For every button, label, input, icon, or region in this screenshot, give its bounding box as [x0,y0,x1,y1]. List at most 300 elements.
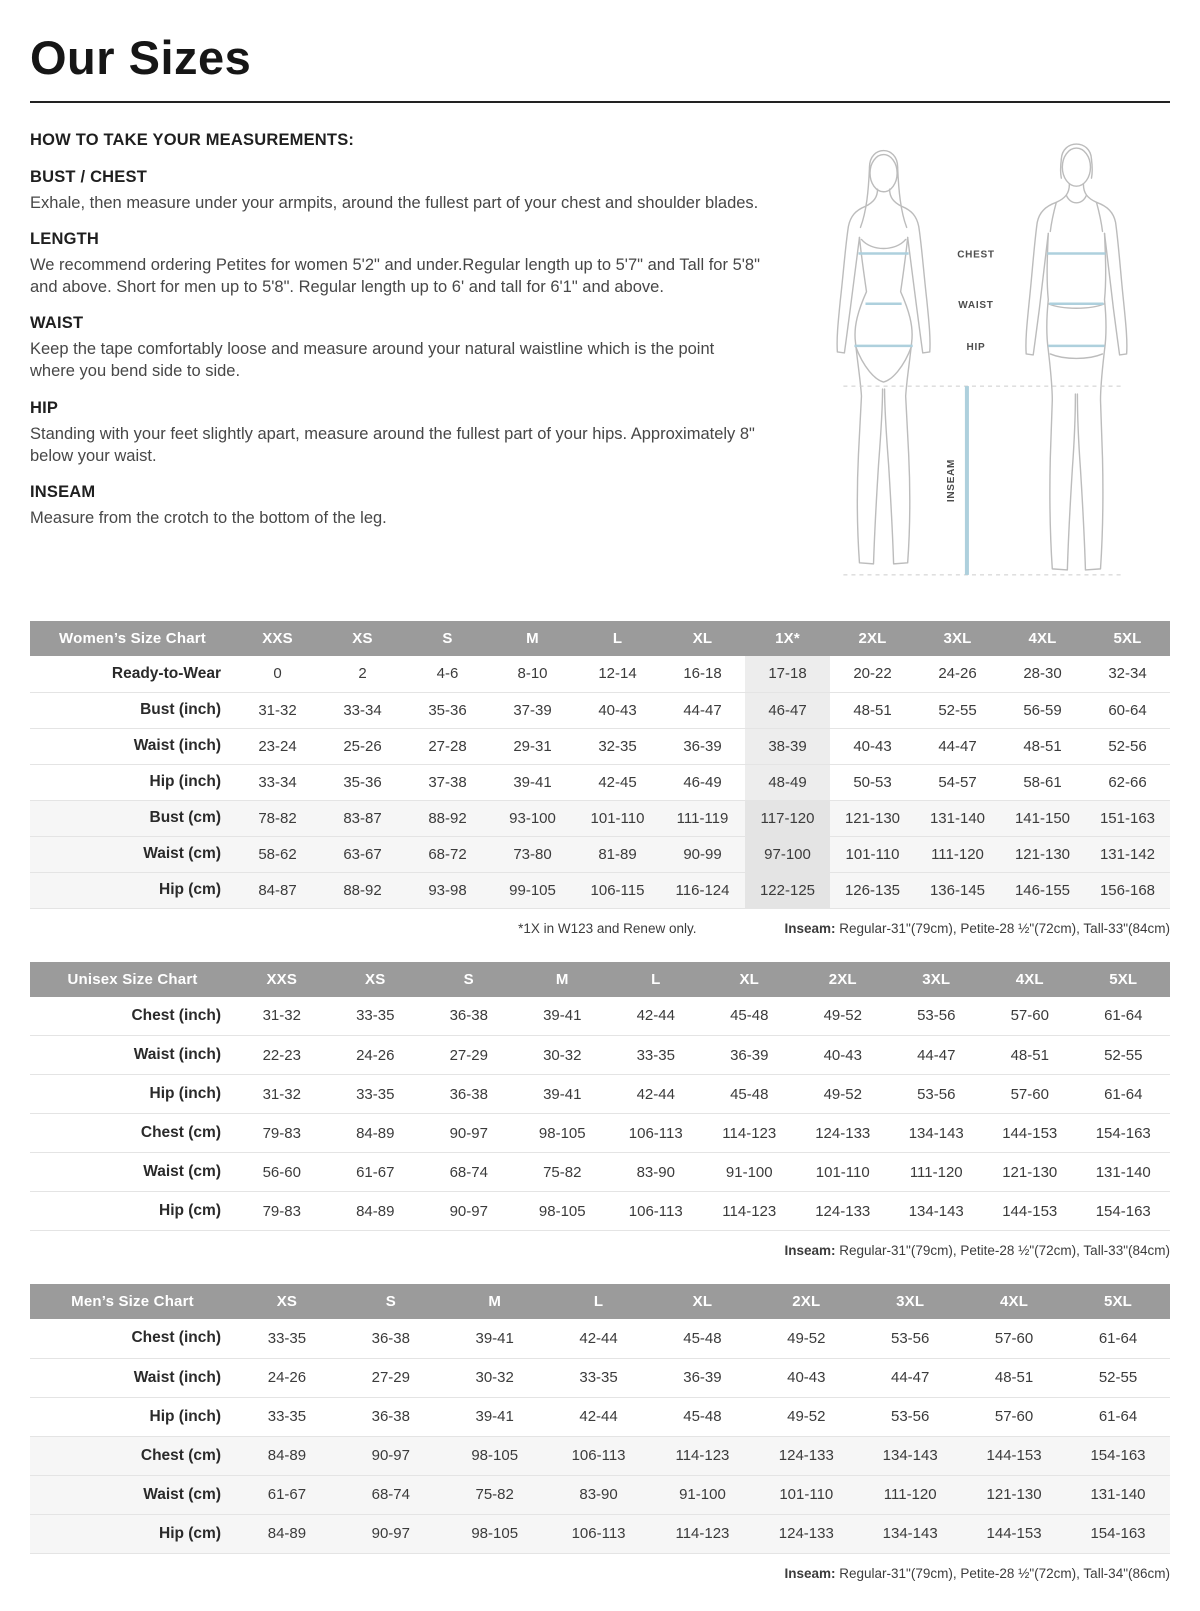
size-value-cell: 30-32 [516,1036,610,1075]
size-column-header: 5XL [1066,1284,1170,1319]
table-row [30,1436,1170,1475]
size-column-header: XXS [235,962,329,997]
size-value-cell: 111-120 [858,1475,962,1514]
size-value-cell: 126-135 [830,872,915,908]
size-column-header: S [339,1284,443,1319]
size-value-cell: 68-72 [405,836,490,872]
row-label: Hip (inch) [30,1075,235,1114]
inseam-note-label: Inseam: [784,920,836,936]
size-column-header: XS [320,621,405,656]
size-value-cell: 106-113 [609,1192,703,1231]
table-title: Women’s Size Chart [30,621,235,656]
size-value-cell: 27-28 [405,728,490,764]
size-value-cell: 49-52 [796,997,890,1036]
size-value-cell: 50-53 [830,764,915,800]
size-value-cell: 84-87 [235,872,320,908]
size-value-cell: 25-26 [320,728,405,764]
table-row [30,1475,1170,1514]
size-value-cell: 62-66 [1085,764,1170,800]
size-value-cell: 144-153 [962,1436,1066,1475]
instruction-title: WAIST [30,314,84,333]
size-value-cell: 154-163 [1066,1436,1170,1475]
size-value-cell: 81-89 [575,836,660,872]
table-row [30,764,1170,800]
size-value-cell: 106-113 [547,1514,651,1553]
size-value-cell: 44-47 [660,692,745,728]
unisex-chart-footnotes [30,1243,1170,1258]
size-value-cell: 44-47 [890,1036,984,1075]
size-value-cell: 83-90 [609,1153,703,1192]
size-value-cell: 33-35 [235,1397,339,1436]
size-value-cell: 84-89 [329,1114,423,1153]
table-row [30,1358,1170,1397]
mens-size-chart-table [30,1284,1170,1554]
size-value-cell: 101-110 [575,800,660,836]
table-header-row [30,1284,1170,1319]
size-column-header: 4XL [962,1284,1066,1319]
footnote-inseam-note [784,1566,1170,1581]
size-column-header: XXS [235,621,320,656]
size-value-cell: 90-97 [339,1514,443,1553]
size-value-cell: 40-43 [754,1358,858,1397]
size-value-cell: 75-82 [443,1475,547,1514]
size-value-cell: 57-60 [962,1319,1066,1358]
size-value-cell: 33-34 [235,764,320,800]
size-column-header: M [490,621,575,656]
size-value-cell: 57-60 [983,1075,1077,1114]
size-value-cell: 68-74 [422,1153,516,1192]
row-label: Hip (cm) [30,1192,235,1231]
size-value-cell: 45-48 [703,1075,797,1114]
size-value-cell: 37-39 [490,692,575,728]
size-value-cell: 61-64 [1066,1319,1170,1358]
size-value-cell: 134-143 [890,1114,984,1153]
size-value-cell: 49-52 [754,1319,858,1358]
size-value-cell: 111-119 [660,800,745,836]
table-row [30,1397,1170,1436]
size-value-cell: 36-38 [422,1075,516,1114]
instruction-body: Keep the tape comfortably loose and measure around your natural waistline which is the point where you bend side to side. [30,340,715,381]
row-label: Waist (cm) [30,1153,235,1192]
size-value-cell: 131-140 [1066,1475,1170,1514]
size-value-cell: 90-99 [660,836,745,872]
size-value-cell: 42-44 [609,997,703,1036]
size-value-cell: 45-48 [651,1319,755,1358]
size-column-header: L [575,621,660,656]
body-figures-illustration [798,133,1170,595]
size-value-cell: 53-56 [890,997,984,1036]
table-row [30,1075,1170,1114]
size-value-cell: 4-6 [405,656,490,692]
size-value-cell: 98-105 [443,1436,547,1475]
instruction-inseam [30,483,760,529]
size-value-cell: 48-51 [1000,728,1085,764]
size-value-cell: 12-14 [575,656,660,692]
size-value-cell: 61-64 [1077,1075,1171,1114]
size-value-cell: 63-67 [320,836,405,872]
footnote-inseam-note [784,921,1170,936]
size-value-cell: 33-35 [609,1036,703,1075]
woman-figure-outline [837,151,930,564]
size-column-header: S [422,962,516,997]
instruction-bust-chest [30,168,760,214]
size-value-cell: 61-67 [235,1475,339,1514]
size-value-cell: 111-120 [890,1153,984,1192]
size-value-cell: 30-32 [443,1358,547,1397]
size-value-cell: 48-51 [962,1358,1066,1397]
womens-size-chart-table [30,621,1170,909]
size-value-cell: 46-47 [745,692,830,728]
size-value-cell: 144-153 [983,1114,1077,1153]
size-value-cell: 84-89 [235,1514,339,1553]
size-value-cell: 99-105 [490,872,575,908]
size-value-cell: 124-133 [754,1514,858,1553]
size-value-cell: 151-163 [1085,800,1170,836]
size-value-cell: 49-52 [754,1397,858,1436]
size-value-cell: 79-83 [235,1192,329,1231]
size-value-cell: 31-32 [235,692,320,728]
size-value-cell: 78-82 [235,800,320,836]
size-column-header: 1X* [745,621,830,656]
instruction-body: Measure from the crotch to the bottom of the leg. [30,508,387,527]
size-value-cell: 114-123 [651,1436,755,1475]
size-value-cell: 97-100 [745,836,830,872]
size-value-cell: 39-41 [443,1397,547,1436]
row-label: Chest (cm) [30,1436,235,1475]
table-title: Unisex Size Chart [30,962,235,997]
size-value-cell: 23-24 [235,728,320,764]
size-value-cell: 58-62 [235,836,320,872]
size-column-header: 2XL [754,1284,858,1319]
footnote-1x-note: *1X in W123 and Renew only. [518,920,697,936]
row-label: Chest (inch) [30,997,235,1036]
size-value-cell: 48-51 [983,1036,1077,1075]
inseam-line-label: INSEAM [945,458,957,503]
size-value-cell: 114-123 [651,1514,755,1553]
instruction-body: We recommend ordering Petites for women 5'2" and under.Regular length up to 5'7" and Tall for 5'8" and above. Short for men up to 5'8". Regular length up to 6' and tall for 6'1" and above. [30,256,760,297]
mens-chart-footnotes [30,1566,1170,1581]
size-value-cell: 39-41 [516,1075,610,1114]
size-value-cell: 0 [235,656,320,692]
size-value-cell: 124-133 [754,1436,858,1475]
size-column-header: 5XL [1085,621,1170,656]
size-value-cell: 101-110 [830,836,915,872]
inseam-note-label: Inseam: [784,1565,836,1581]
size-value-cell: 134-143 [858,1436,962,1475]
size-value-cell: 134-143 [890,1192,984,1231]
inseam-note-label: Inseam: [784,1243,836,1258]
instructions-heading: HOW TO TAKE YOUR MEASUREMENTS: [30,131,355,149]
table-row [30,692,1170,728]
size-value-cell: 31-32 [235,997,329,1036]
instruction-body: Exhale, then measure under your armpits, around the fullest part of your chest and shoulder blades. [30,194,759,212]
size-column-header: XL [651,1284,755,1319]
size-value-cell: 121-130 [830,800,915,836]
size-value-cell: 24-26 [329,1036,423,1075]
size-value-cell: 2 [320,656,405,692]
instruction-title: LENGTH [30,230,100,249]
size-column-header: 2XL [830,621,915,656]
size-value-cell: 31-32 [235,1075,329,1114]
row-label: Ready-to-Wear [30,656,235,692]
size-column-header: 5XL [1077,962,1171,997]
size-value-cell: 88-92 [320,872,405,908]
row-label: Waist (cm) [30,836,235,872]
size-value-cell: 35-36 [405,692,490,728]
size-column-header: 4XL [983,962,1077,997]
table-row [30,1153,1170,1192]
size-value-cell: 36-38 [339,1319,443,1358]
table-row [30,1036,1170,1075]
size-column-header: 2XL [796,962,890,997]
size-value-cell: 154-163 [1066,1514,1170,1553]
size-value-cell: 106-113 [609,1114,703,1153]
size-value-cell: 52-55 [915,692,1000,728]
table-row [30,836,1170,872]
size-value-cell: 53-56 [858,1397,962,1436]
size-value-cell: 61-64 [1077,997,1171,1036]
size-value-cell: 91-100 [703,1153,797,1192]
size-value-cell: 40-43 [575,692,660,728]
size-value-cell: 36-38 [422,997,516,1036]
row-label: Hip (cm) [30,872,235,908]
size-value-cell: 60-64 [1085,692,1170,728]
size-column-header: 3XL [890,962,984,997]
size-value-cell: 98-105 [516,1114,610,1153]
size-value-cell: 111-120 [915,836,1000,872]
size-column-header: 3XL [915,621,1000,656]
unisex-size-chart-table [30,962,1170,1232]
size-value-cell: 131-140 [915,800,1000,836]
size-value-cell: 68-74 [339,1475,443,1514]
size-value-cell: 36-39 [703,1036,797,1075]
size-value-cell: 131-142 [1085,836,1170,872]
size-value-cell: 40-43 [796,1036,890,1075]
size-value-cell: 117-120 [745,800,830,836]
size-value-cell: 40-43 [830,728,915,764]
row-label: Waist (inch) [30,1036,235,1075]
size-value-cell: 101-110 [754,1475,858,1514]
size-column-header: 4XL [1000,621,1085,656]
row-label: Hip (inch) [30,1397,235,1436]
instruction-title: HIP [30,398,59,417]
size-value-cell: 33-34 [320,692,405,728]
size-value-cell: 144-153 [983,1192,1077,1231]
size-value-cell: 56-59 [1000,692,1085,728]
table-row [30,997,1170,1036]
size-value-cell: 38-39 [745,728,830,764]
table-row [30,1114,1170,1153]
size-value-cell: 46-49 [660,764,745,800]
size-column-header: XL [703,962,797,997]
instruction-body: Standing with your feet slightly apart, measure around the fullest part of your hips. Approximately 8" below your waist. [30,424,755,465]
hip-line-label: HIP [966,341,986,353]
table-title: Men’s Size Chart [30,1284,235,1319]
size-value-cell: 27-29 [422,1036,516,1075]
measurement-instructions [30,131,770,595]
size-column-header: XS [329,962,423,997]
size-value-cell: 33-35 [329,997,423,1036]
size-value-cell: 56-60 [235,1153,329,1192]
size-value-cell: 61-67 [329,1153,423,1192]
size-value-cell: 44-47 [915,728,1000,764]
size-value-cell: 122-125 [745,872,830,908]
size-value-cell: 156-168 [1085,872,1170,908]
table-header-row [30,621,1170,656]
size-value-cell: 98-105 [443,1514,547,1553]
size-value-cell: 90-97 [422,1192,516,1231]
size-value-cell: 29-31 [490,728,575,764]
size-value-cell: 53-56 [858,1319,962,1358]
inseam-note-text: Regular-31"(79cm), Petite-28 ½"(72cm), Tall-33"(84cm) [835,1243,1170,1258]
size-value-cell: 116-124 [660,872,745,908]
size-value-cell: 28-30 [1000,656,1085,692]
inseam-note-text: Regular-31"(79cm), Petite-28 ½"(72cm), Tall-33"(84cm) [835,920,1170,936]
size-value-cell: 49-52 [796,1075,890,1114]
row-label: Waist (inch) [30,728,235,764]
size-value-cell: 79-83 [235,1114,329,1153]
size-value-cell: 83-90 [547,1475,651,1514]
table-row [30,728,1170,764]
size-value-cell: 136-145 [915,872,1000,908]
size-value-cell: 24-26 [915,656,1000,692]
size-value-cell: 48-51 [830,692,915,728]
size-value-cell: 45-48 [703,997,797,1036]
size-value-cell: 52-55 [1077,1036,1171,1075]
row-label: Chest (inch) [30,1319,235,1358]
row-label: Hip (inch) [30,764,235,800]
size-column-header: XS [235,1284,339,1319]
size-value-cell: 121-130 [983,1153,1077,1192]
size-value-cell: 131-140 [1077,1153,1171,1192]
size-column-header: L [547,1284,651,1319]
footnote-inseam-note [784,1243,1170,1258]
size-value-cell: 90-97 [339,1436,443,1475]
size-value-cell: 36-39 [660,728,745,764]
size-value-cell: 48-49 [745,764,830,800]
table-row [30,800,1170,836]
size-column-header: M [516,962,610,997]
instruction-title: INSEAM [30,482,96,501]
row-label: Bust (cm) [30,800,235,836]
size-value-cell: 114-123 [703,1114,797,1153]
size-value-cell: 36-39 [651,1358,755,1397]
size-value-cell: 33-35 [235,1319,339,1358]
page-title: Our Sizes [30,31,252,84]
size-value-cell: 101-110 [796,1153,890,1192]
size-value-cell: 93-98 [405,872,490,908]
size-value-cell: 84-89 [329,1192,423,1231]
instruction-hip [30,399,760,467]
size-value-cell: 42-44 [547,1319,651,1358]
size-value-cell: 54-57 [915,764,1000,800]
size-value-cell: 27-29 [339,1358,443,1397]
size-value-cell: 154-163 [1077,1192,1171,1231]
size-value-cell: 58-61 [1000,764,1085,800]
measurement-diagram [786,131,1170,595]
size-column-header: S [405,621,490,656]
size-value-cell: 124-133 [796,1192,890,1231]
size-value-cell: 52-56 [1085,728,1170,764]
size-value-cell: 24-26 [235,1358,339,1397]
instruction-waist [30,314,760,382]
size-value-cell: 88-92 [405,800,490,836]
size-value-cell: 57-60 [962,1397,1066,1436]
size-value-cell: 22-23 [235,1036,329,1075]
size-value-cell: 84-89 [235,1436,339,1475]
size-value-cell: 35-36 [320,764,405,800]
row-label: Hip (cm) [30,1514,235,1553]
womens-chart-footnotes [30,921,1170,936]
size-value-cell: 33-35 [547,1358,651,1397]
table-row [30,872,1170,908]
size-value-cell: 20-22 [830,656,915,692]
size-value-cell: 53-56 [890,1075,984,1114]
size-value-cell: 90-97 [422,1114,516,1153]
size-value-cell: 45-48 [651,1397,755,1436]
size-value-cell: 121-130 [962,1475,1066,1514]
size-column-header: XL [660,621,745,656]
size-value-cell: 37-38 [405,764,490,800]
size-value-cell: 39-41 [490,764,575,800]
size-value-cell: 146-155 [1000,872,1085,908]
size-value-cell: 44-47 [858,1358,962,1397]
table-row [30,656,1170,692]
size-value-cell: 75-82 [516,1153,610,1192]
size-column-header: 3XL [858,1284,962,1319]
size-value-cell: 73-80 [490,836,575,872]
size-value-cell: 124-133 [796,1114,890,1153]
size-value-cell: 144-153 [962,1514,1066,1553]
size-value-cell: 98-105 [516,1192,610,1231]
table-row [30,1514,1170,1553]
size-value-cell: 154-163 [1077,1114,1171,1153]
measurement-guide [30,131,1170,595]
size-value-cell: 42-44 [609,1075,703,1114]
instruction-length [30,230,760,298]
chest-line-label: CHEST [957,249,995,261]
table-row [30,1319,1170,1358]
size-value-cell: 93-100 [490,800,575,836]
size-value-cell: 32-35 [575,728,660,764]
size-value-cell: 114-123 [703,1192,797,1231]
size-value-cell: 39-41 [516,997,610,1036]
size-value-cell: 57-60 [983,997,1077,1036]
size-value-cell: 16-18 [660,656,745,692]
size-value-cell: 42-45 [575,764,660,800]
size-value-cell: 106-113 [547,1436,651,1475]
size-value-cell: 39-41 [443,1319,547,1358]
row-label: Waist (inch) [30,1358,235,1397]
size-value-cell: 121-130 [1000,836,1085,872]
size-value-cell: 17-18 [745,656,830,692]
table-header-row [30,962,1170,997]
size-column-header: M [443,1284,547,1319]
waist-line-label: WAIST [958,299,994,311]
size-value-cell: 91-100 [651,1475,755,1514]
row-label: Chest (cm) [30,1114,235,1153]
title-divider [30,101,1170,103]
size-value-cell: 134-143 [858,1514,962,1553]
size-value-cell: 141-150 [1000,800,1085,836]
size-column-header: L [609,962,703,997]
man-figure-outline [1026,144,1127,570]
size-value-cell: 52-55 [1066,1358,1170,1397]
row-label: Waist (cm) [30,1475,235,1514]
size-value-cell: 32-34 [1085,656,1170,692]
size-value-cell: 42-44 [547,1397,651,1436]
size-value-cell: 61-64 [1066,1397,1170,1436]
